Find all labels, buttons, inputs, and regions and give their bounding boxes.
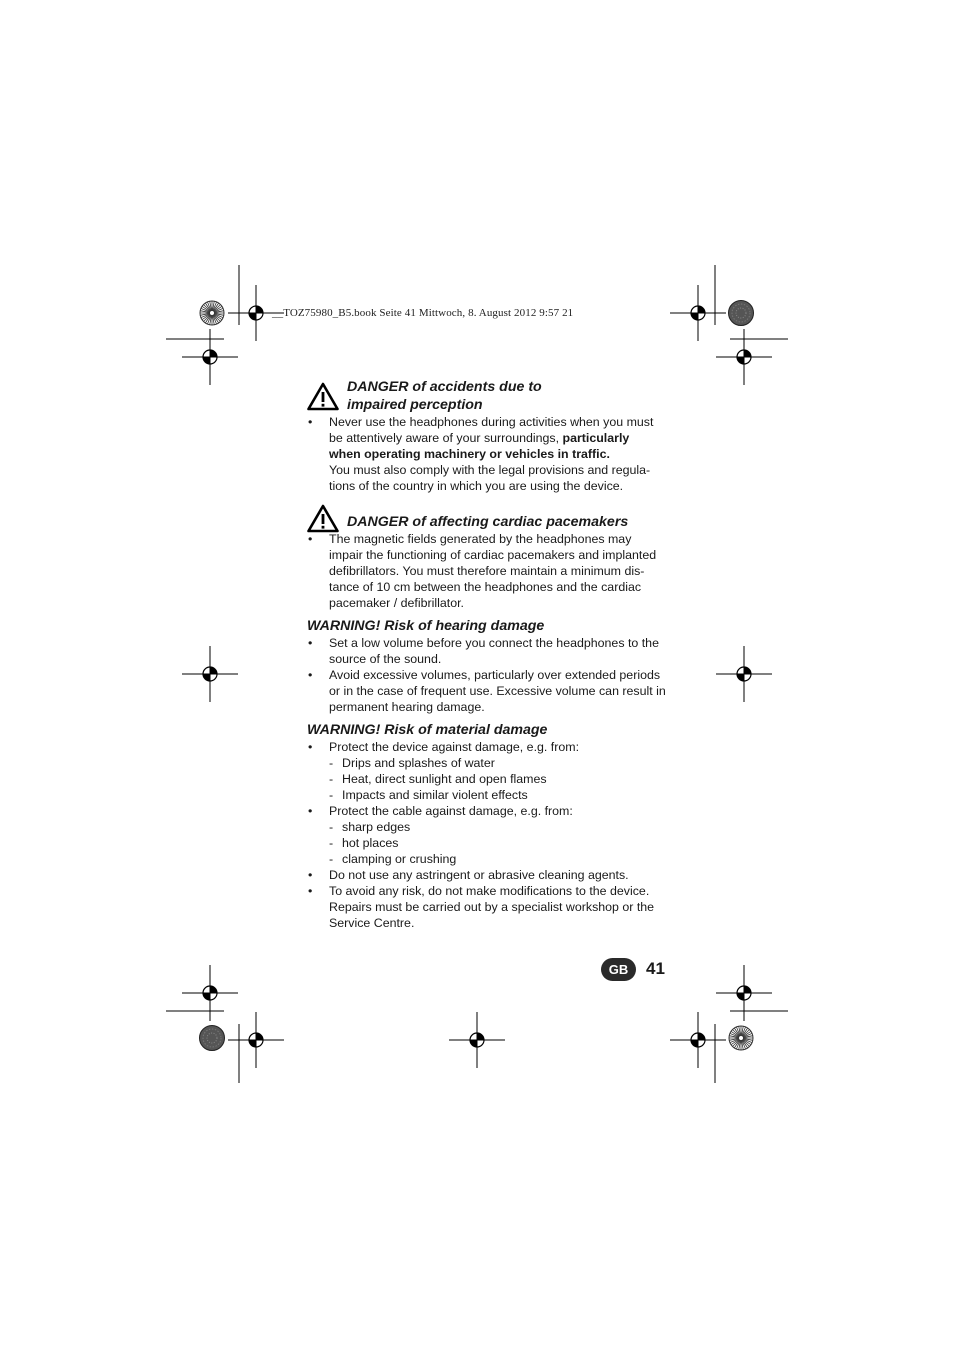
- warning-material-list: [307, 739, 671, 931]
- warning-hearing-title: WARNING! Risk of hearing damage: [307, 618, 545, 634]
- danger-perception-section: [307, 378, 671, 414]
- safety-instructions: [307, 378, 671, 931]
- sub-list-item: - Impacts and similar violent effects: [329, 787, 671, 803]
- warning-hearing-list: [307, 635, 671, 715]
- list-item: • Protect the cable against damage, e.g. from: - sharp edges - hot places - clamping or crushing: [307, 803, 671, 867]
- list-item: • Do not use any astringent or abrasive cleaning agents.: [307, 867, 671, 883]
- list-item: • Set a low volume before you connect the headphones to the source of the sound.: [307, 635, 671, 667]
- page-number: 41: [646, 959, 665, 978]
- list-item: • Protect the device against damage, e.g. from: - Drips and splashes of water - Heat, direct sunlight and open flames - Impacts and similar violent effects: [307, 739, 671, 803]
- sub-list-item: - clamping or crushing: [329, 851, 671, 867]
- list-item: • To avoid any risk, do not make modifications to the device. Repairs must be carried out by a specialist workshop or the Service Centre.: [307, 883, 671, 931]
- sub-list-item: - Heat, direct sunlight and open flames: [329, 771, 671, 787]
- danger-pacemakers-title: DANGER of affecting cardiac pacemakers: [347, 514, 629, 530]
- danger-perception-title: DANGER of accidents due to impaired perception: [347, 379, 542, 413]
- list-item: • The magnetic fields generated by the headphones may impair the functioning of cardiac pacemakers and implanted defibrillators. You must therefore maintain a minimum dis- tance of 10 cm between the headphones and the cardiac pacemaker / defibrillator.: [307, 531, 671, 611]
- list-item: • Never use the headphones during activities when you must be attentively aware of your surroundings, particularly when operating machinery or vehicles in traffic. You must also comply with the legal provisions and regula- tions of the country in which you are using the device.: [307, 414, 671, 494]
- warning-triangle-icon: [307, 504, 339, 533]
- danger-perception-list: [307, 414, 671, 494]
- danger-pacemakers-section: [307, 513, 671, 531]
- list-item: • Avoid excessive volumes, particularly over extended periods or in the case of frequent use. Excessive volume can result in permanent hearing damage.: [307, 667, 671, 715]
- sub-list-item: - sharp edges: [329, 819, 671, 835]
- warning-triangle-icon: [307, 382, 339, 411]
- print-job-header: __TOZ75980_B5.book Seite 41 Mittwoch, 8. August 2012 9:57 21: [272, 307, 574, 319]
- sub-list-item: - Drips and splashes of water: [329, 755, 671, 771]
- country-code-badge: GB: [601, 958, 636, 981]
- sub-list: [329, 755, 671, 803]
- warning-material-title: WARNING! Risk of material damage: [307, 722, 548, 738]
- sub-list: [329, 819, 671, 867]
- page-footer: [601, 957, 665, 981]
- danger-pacemakers-list: [307, 531, 671, 611]
- sub-list-item: - hot places: [329, 835, 671, 851]
